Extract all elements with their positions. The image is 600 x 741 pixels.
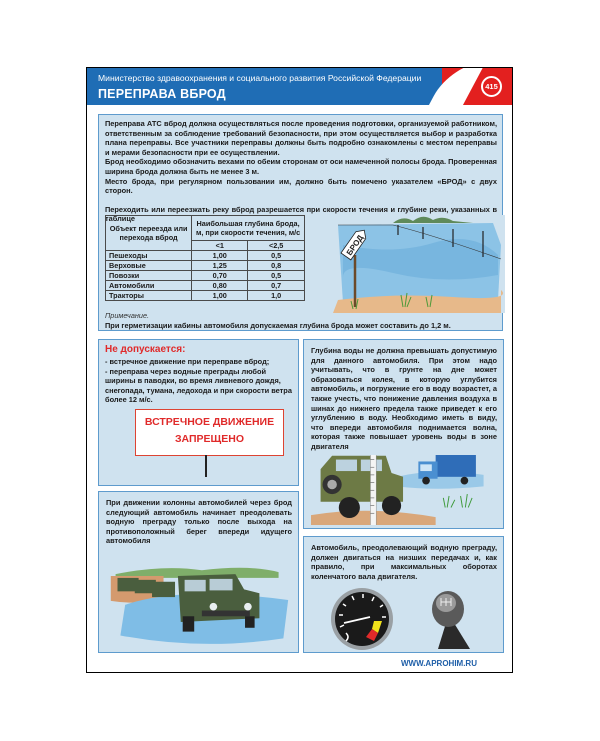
safety-poster bbox=[86, 67, 513, 673]
column-header-object: Объект переезда или перехода вброд bbox=[106, 216, 192, 251]
vehicle-column-text: При движении колонны автомобилей через брод следующий автомобиль начинает преодолевать водную преграду только после выхода на противоположный берег впереди идущего автомобиля bbox=[106, 498, 292, 546]
poster-number-badge: 415 bbox=[481, 76, 502, 97]
row-depth-fast: 0,8 bbox=[248, 261, 305, 271]
vehicles-in-water-illustration bbox=[311, 455, 497, 525]
no-oncoming-traffic-sign bbox=[135, 409, 284, 456]
low-gear-text: Автомобиль, преодолевающий водную преграду, должен двигаться на низших передачах и, как правило, при максимальных оборотах коленчатого вала двигателя. bbox=[311, 543, 497, 581]
row-object: Повозки bbox=[106, 271, 192, 281]
row-depth-fast: 0,5 bbox=[248, 251, 305, 261]
water-depth-text: Глубина воды не должна превышать допустимую для данного автомобиля. При этом надо учитывать, что в грунте на дне может образоваться колея, в которую углубится автомобиль, и погружение его в воду возрастет, а также учесть, что понижение давления воздуха в шинах до нижнего предела также приведет к его углублению в воду. Необходимо иметь в виду, что впереди автомобиля поднимается волна, которая также повышает уровень воды в зоне двигателя bbox=[311, 346, 497, 451]
sign-line-2: ЗАПРЕЩЕНО bbox=[174, 433, 245, 445]
shifter-boot bbox=[438, 623, 470, 649]
website-link[interactable]: WWW.APROHIM.RU bbox=[401, 659, 477, 668]
row-object: Верховые bbox=[106, 261, 192, 271]
row-depth-slow: 1,00 bbox=[192, 291, 248, 301]
table-row bbox=[106, 251, 305, 261]
river-crossing-illustration bbox=[333, 215, 505, 313]
intro-panel bbox=[98, 114, 503, 331]
prohibited-item: - переправа через водные преграды любой ширины в паводки, во время ливневого дождя, снегопада, тумана, ледохода и при скорости ветра более 12 м/с. bbox=[105, 366, 292, 405]
speed-header: <2,5 bbox=[248, 241, 305, 251]
row-depth-fast: 0,7 bbox=[248, 281, 305, 291]
tachometer-icon bbox=[330, 587, 394, 651]
sign-line-1: ВСТРЕЧНОЕ ДВИЖЕНИЕ bbox=[144, 416, 275, 428]
row-object: Тракторы bbox=[106, 291, 192, 301]
ford-sign-text: БРОД bbox=[344, 233, 366, 258]
row-depth-slow: 1,00 bbox=[192, 251, 248, 261]
row-depth-slow: 0,80 bbox=[192, 281, 248, 291]
row-depth-slow: 1,25 bbox=[192, 261, 248, 271]
row-depth-fast: 0,5 bbox=[248, 271, 305, 281]
prohibited-list bbox=[105, 357, 293, 405]
ministry-name: Министерство здравоохранения и социального развития Российской Федерации bbox=[98, 73, 422, 83]
ford-depth-table bbox=[105, 215, 305, 301]
note-label: Примечание. bbox=[105, 311, 150, 320]
prohibited-item: - встречное движение при переправе вброд; bbox=[105, 357, 270, 366]
prohibited-panel bbox=[98, 339, 299, 486]
low-gear-panel bbox=[303, 536, 504, 653]
intro-text bbox=[105, 119, 497, 224]
gear-shifter-icon bbox=[424, 589, 474, 651]
row-object: Автомобили bbox=[106, 281, 192, 291]
table-row bbox=[106, 271, 305, 281]
poster-header bbox=[87, 68, 512, 105]
note-text: При герметизации кабины автомобиля допускаемая глубина брода может составить до 1,2 м. bbox=[105, 321, 451, 330]
depth-gauge-pole bbox=[370, 455, 376, 525]
row-object: Пешеходы bbox=[106, 251, 192, 261]
intro-paragraph: Брод необходимо обозначить вехами по обеим сторонам от оси намеченной полосы брода. Проверенная ширина брода должна быть не менее 3 м. bbox=[105, 157, 497, 176]
vehicle-column-panel bbox=[98, 491, 299, 653]
sign-post bbox=[205, 455, 207, 477]
poster-title: ПЕРЕПРАВА ВБРОД bbox=[98, 87, 226, 101]
table-row bbox=[106, 291, 305, 301]
row-depth-slow: 0,70 bbox=[192, 271, 248, 281]
table-row bbox=[106, 261, 305, 271]
intro-paragraph: Переходить или переезжать реку вброд разрешается при скорости течения и глубине реки, указанных в таблице bbox=[105, 204, 497, 224]
table-header-row bbox=[106, 216, 305, 241]
intro-paragraph: Место брода, при регулярном пользовании им, должно быть помечено указателем «БРОД» с двух сторон. bbox=[105, 176, 497, 196]
prohibited-heading: Не допускается: bbox=[105, 344, 186, 355]
table-row bbox=[106, 281, 305, 291]
row-depth-fast: 1,0 bbox=[248, 291, 305, 301]
speed-header: <1 bbox=[192, 241, 248, 251]
column-header-depth: Наибольшая глубина брода, м, при скорости течения, м/с bbox=[192, 216, 305, 241]
intro-paragraph: Переправа АТС вброд должна осуществляться после проведения подготовки, организуемой работником, ответственным за соблюдение требований безопасности, при этом осуществляется выбор и разработка плана переправы. Все участники переправы должны быть подробно ознакомлены с местом переправы и мерами безопасности при ее осуществлении. bbox=[105, 119, 497, 157]
convoy-crossing-illustration bbox=[106, 549, 292, 649]
water-depth-panel bbox=[303, 339, 504, 529]
